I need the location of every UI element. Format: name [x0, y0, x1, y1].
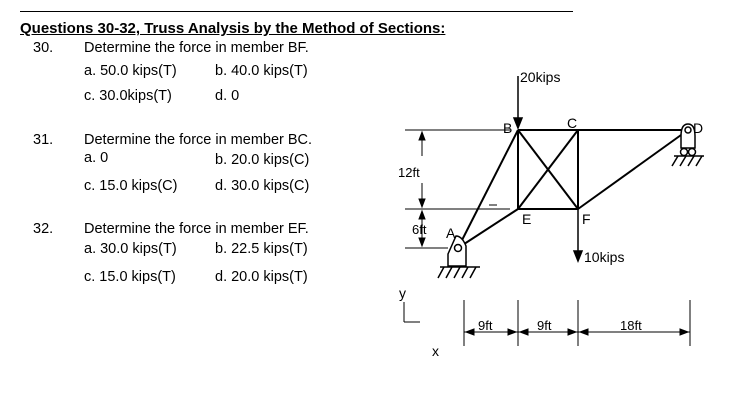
question-30-option-d: d. 0 [215, 88, 240, 104]
question-31-option-b: b. 20.0 kips(C) [215, 152, 310, 168]
figure-labels [398, 69, 703, 359]
question-32-option-a: a. 30.0 kips(T) [84, 241, 177, 257]
load-arrow-down-icon [514, 118, 522, 128]
node-label-f: F [582, 211, 591, 227]
question-32-option-c: c. 15.0 kips(T) [84, 269, 176, 285]
page-title: Questions 30-32, Truss Analysis by the Method of Sections: [20, 20, 446, 37]
question-30-option-a: a. 50.0 kips(T) [84, 63, 177, 79]
coordinate-axes [404, 302, 420, 322]
question-32-number: 32. [33, 221, 54, 237]
dim-label-9ft-second: 9ft [537, 318, 552, 333]
question-31-option-d: d. 30.0 kips(C) [215, 178, 310, 194]
question-31-number: 31. [33, 132, 54, 148]
question-31-option-c: c. 15.0 kips(C) [84, 178, 178, 194]
truss-members [458, 130, 688, 248]
question-30-option-c: c. 30.0kips(T) [84, 88, 172, 104]
member-ab [458, 130, 518, 248]
question-30-option-b: b. 40.0 kips(T) [215, 63, 308, 79]
question-30-number: 30. [33, 40, 54, 56]
member-fd [578, 130, 688, 209]
dim-label-9ft-first: 9ft [478, 318, 493, 333]
question-32-option-d: d. 20.0 kips(T) [215, 269, 308, 285]
axis-label-y: y [399, 285, 406, 301]
dim-label-6ft: 6ft [412, 222, 427, 237]
node-label-a: A [446, 225, 456, 241]
load-label-10kips: 10kips [584, 249, 625, 265]
load-arrow-down-icon [574, 251, 582, 261]
node-label-b: B [503, 120, 513, 136]
pin-support-a [438, 236, 480, 278]
horizontal-dimensions [464, 300, 690, 346]
question-32-option-b: b. 22.5 kips(T) [215, 241, 308, 257]
load-label-20kips: 20kips [520, 69, 561, 85]
node-label-e: E [522, 211, 532, 227]
axis-label-x: x [432, 343, 439, 359]
node-label-c: C [567, 115, 578, 131]
dim-label-12ft: 12ft [398, 165, 420, 180]
question-32-text: Determine the force in member EF. [84, 221, 309, 237]
dim-label-18ft: 18ft [620, 318, 642, 333]
question-31-option-a: a. 0 [84, 150, 109, 166]
question-30-text: Determine the force in member BF. [84, 40, 309, 56]
question-31-text: Determine the force in member BC. [84, 132, 313, 148]
node-label-d: D [693, 120, 704, 136]
